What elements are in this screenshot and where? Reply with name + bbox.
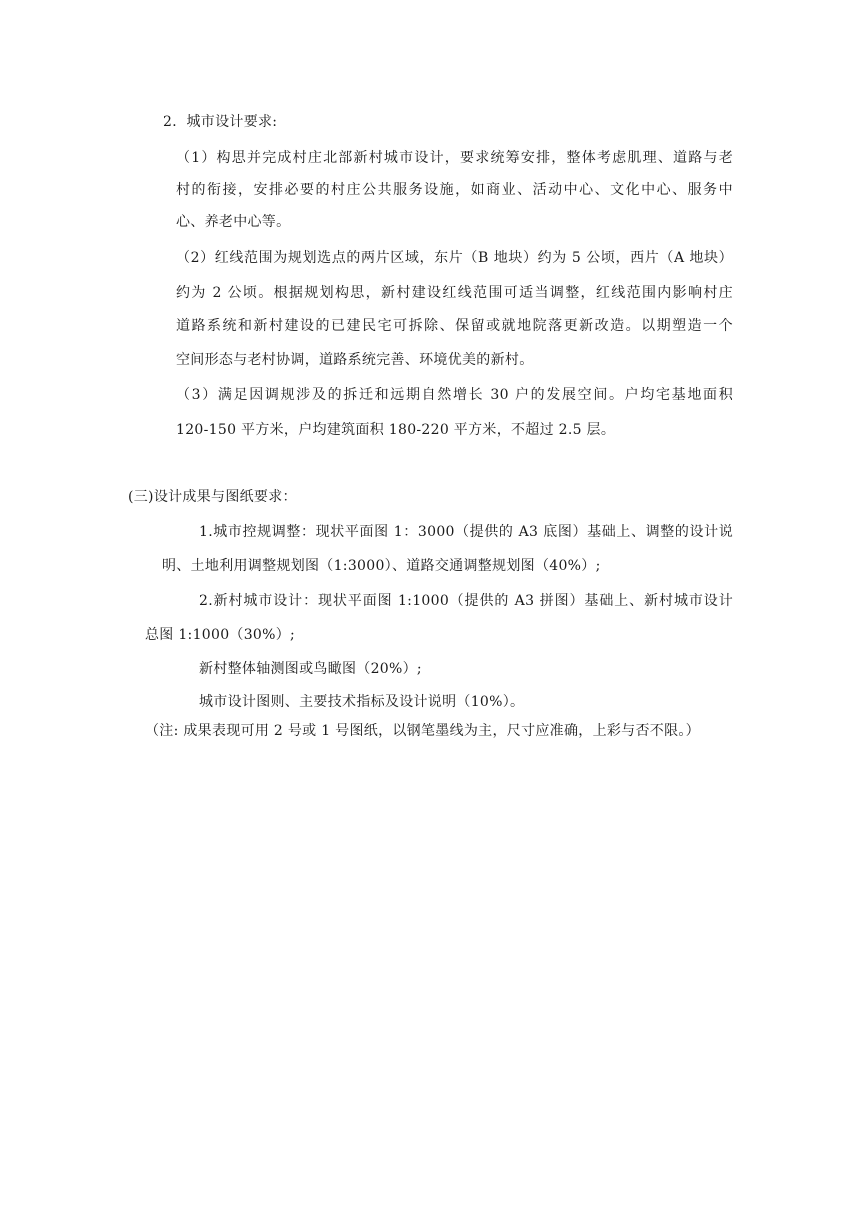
- note: （注: 成果表现可用 2 号或 1 号图纸，以钢笔墨线为主，尺寸应准确，上彩与否不限。）: [145, 723, 700, 739]
- item1-line2: 村的衔接，安排必要的村庄公共服务设施，如商业、活动中心、文化中心、服务中: [176, 182, 733, 198]
- req2-line1: 2.新村城市设计：现状平面图 1:1000（提供的 A3 拼图）基础上、新村城市设计: [199, 593, 733, 609]
- req2-line4: 城市设计图则、主要技术指标及设计说明（10%）。: [199, 694, 525, 710]
- section3-heading: (三)设计成果与图纸要求：: [128, 489, 297, 505]
- item2-line2: 约为 2 公顷。根据规划构思，新村建设红线范围可适当调整，红线范围内影响村庄: [176, 285, 733, 301]
- item3-line2: 120-150 平方米，户均建筑面积 180-220 平方米，不超过 2.5 层。: [176, 422, 616, 438]
- section2-heading: 2．城市设计要求:: [163, 114, 278, 130]
- item2-line3: 道路系统和新村建设的已建民宅可拆除、保留或就地院落更新改造。以期塑造一个: [176, 318, 733, 334]
- req1-line2: 明、土地利用调整规划图（1:3000）、道路交通调整规划图（40%）;: [162, 558, 601, 574]
- item1-line3: 心、养老中心等。: [176, 214, 291, 230]
- req1-line1: 1.城市控规调整：现状平面图 1：3000（提供的 A3 底图）基础上、调整的设计说: [199, 524, 733, 540]
- req2-line3: 新村整体轴测图或鸟瞰图（20%）;: [199, 661, 422, 677]
- item2-line4: 空间形态与老村协调，道路系统完善、环境优美的新村。: [176, 352, 534, 368]
- item1-line1: （1）构思并完成村庄北部新村城市设计，要求统筹安排，整体考虑肌理、道路与老: [176, 150, 733, 166]
- item2-line1: （2）红线范围为规划选点的两片区域，东片（B 地块）约为 5 公顷，西片（A 地块）: [176, 250, 733, 266]
- req2-line2: 总图 1:1000（30%）;: [145, 627, 296, 643]
- item3-line1: （3）满足因调规涉及的拆迁和远期自然增长 30 户的发展空间。户均宅基地面积: [176, 387, 733, 403]
